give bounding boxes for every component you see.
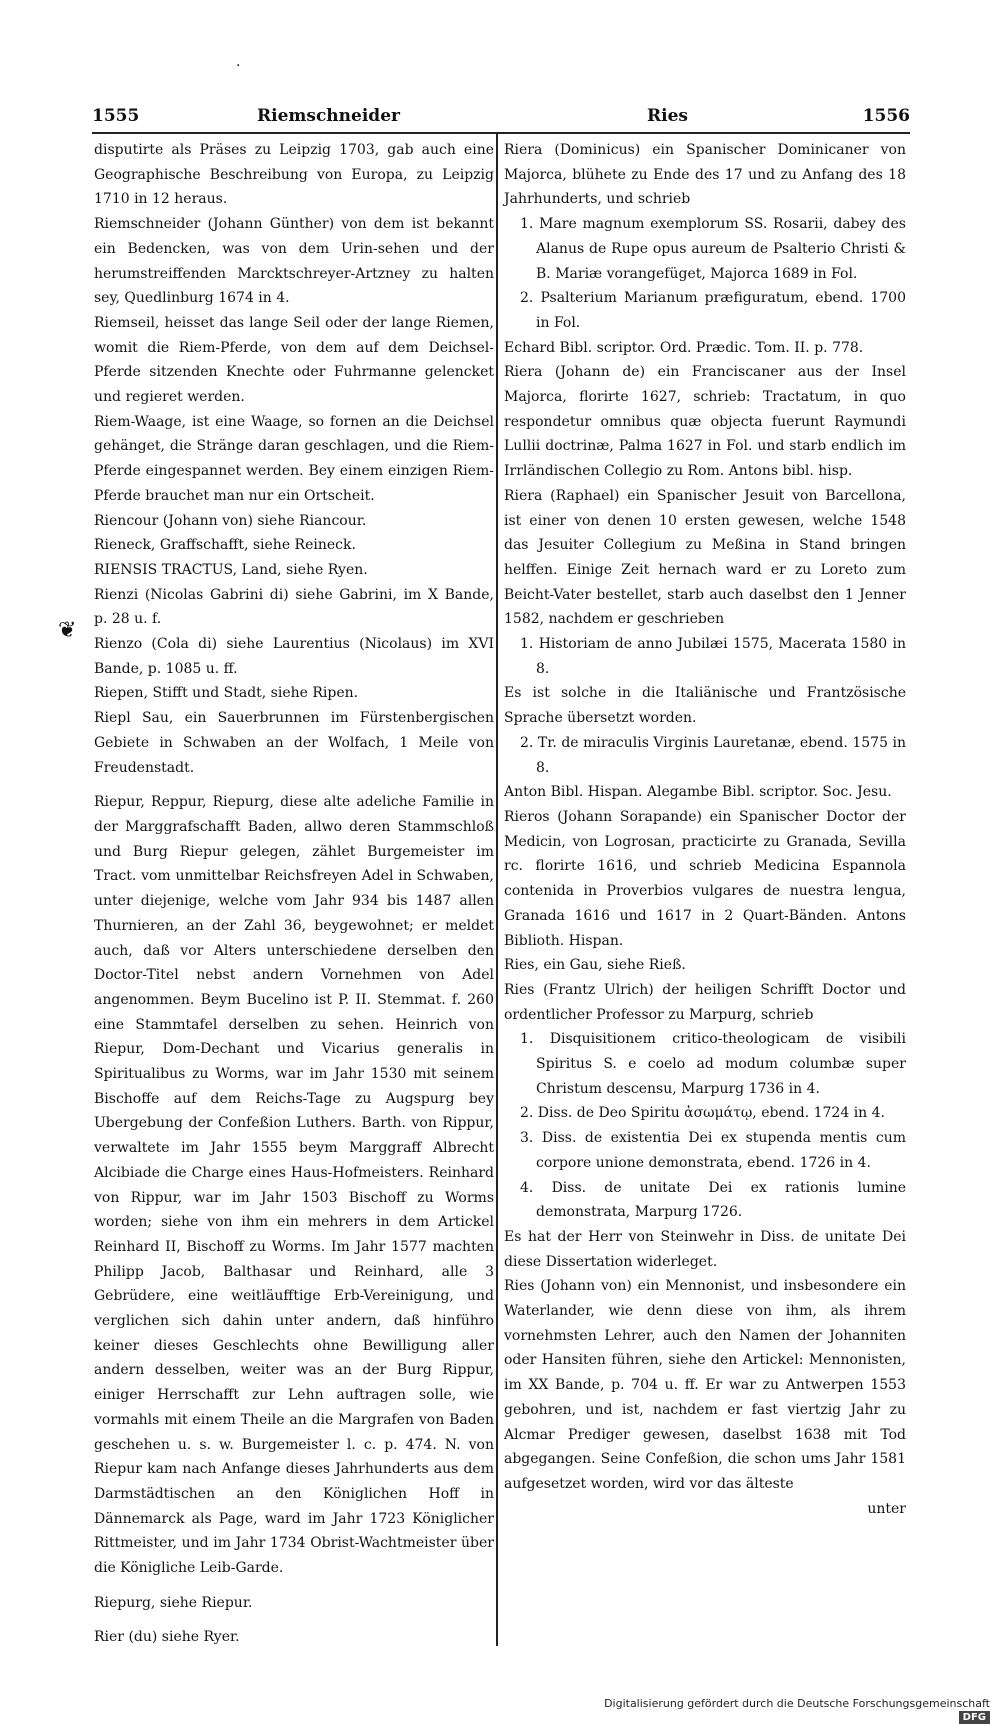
entry: Riem-Waage, ist eine Waage, so fornen an die Deichsel gehänget, die Stränge daran geschlagen, und die Riem-Pferde eingespannet werden. Bey einem einzigen Riem-Pferde brauchet man nur ein Ortscheit. [94, 413, 494, 504]
entry: Riepurg, siehe Riepur. [94, 1594, 253, 1611]
margin-mark-icon: ❦ [58, 618, 77, 643]
list-item: 1. Historiam de anno Jubilæi 1575, Macerata 1580 in 8. [520, 636, 906, 677]
entry: Riepen, Stifft und Stadt, siehe Ripen. [94, 685, 359, 702]
entry: RIENSIS TRACTUS, Land, siehe Ryen. [94, 561, 368, 578]
entry: Rienzo (Cola di) siehe Laurentius (Nicolaus) im XVI Bande, p. 1085 u. ff. [94, 636, 494, 677]
page-number-right: 1556 [862, 106, 910, 126]
list-item: 3. Diss. de existentia Dei ex stupenda mentis cum corpore unione demonstrata, ebend. 1726 in 4. [520, 1130, 906, 1171]
header-keyword-right: Ries [647, 106, 688, 126]
header-rule [92, 132, 910, 134]
entry: Rienzi (Nicolas Gabrini di) siehe Gabrini, im X Bande, p. 28 u. f. [94, 586, 494, 628]
left-column [94, 138, 494, 1650]
entry: Ries (Johann von) ein Mennonist, und insbesondere ein Waterlander, wie denn diese von ihm, als ihrem vornehmsten Lehrer, auch den Namen der Johanniten oder Hansiten führen, siehe den Artickel: Mennonisten, im XX Bande, p. 704 u. ff. Er war zu Antwerpen 1553 gebohren, und ist, nachdem er fast viertzig Jahr zu Alcmar Prediger gewesen, daselbst 1638 mit Tod abgegangen. Seine Confeßion, die schon ums Jahr 1581 aufgesetzet worden, wird vor das älteste [504, 1278, 906, 1492]
entry: disputirte als Präses zu Leipzig 1703, gab auch eine Geographische Beschreibung von Europa, zu Leipzig 1710 in 12 heraus. [94, 142, 494, 208]
ink-speck: · [236, 58, 241, 74]
citation: Anton Bibl. Hispan. Alegambe Bibl. scriptor. Soc. Jesu. [504, 784, 892, 801]
column-divider [496, 134, 498, 1646]
entry: Riera (Dominicus) ein Spanischer Dominicaner von Majorca, blühete zu Ende des 17 und zu Anfang des 18 Jahrhunderts, und schrieb [504, 142, 906, 208]
entry: Riemschneider (Johann Günther) von dem ist bekannt ein Bedencken, was von dem Urin-sehen und der herumstreiffenden Marcktschreyer-Artzney zu halten sey, Quedlinburg 1674 in 4. [94, 216, 494, 307]
entry: Ries, ein Gau, siehe Rieß. [504, 957, 686, 974]
running-header [92, 106, 910, 132]
entry: Rieneck, Graffschafft, siehe Reineck. [94, 537, 356, 554]
entry: Riencour (Johann von) siehe Riancour. [94, 512, 367, 529]
footer-attribution [590, 1697, 990, 1723]
entry: Riemseil, heisset das lange Seil oder der lange Riemen, womit die Riem-Pferde, von dem auf dem Deichsel-Pferde sitzenden Knechte oder Fuhrmanne gelencket und regieret werden. [94, 314, 494, 406]
entry: Riepur, Reppur, Riepurg, diese alte adeliche Familie in der Marggrafschafft Baden, allwo deren Stammschloß und Burg Riepur gelegen, zählet Burgemeister im Tract. vom unmittelbar Reichsfreyen Adel in Schwaben, unter diejenige, welche vom Jahr 934 bis 1487 allen Thurnieren, an der Zahl 36, beygewohnet; er meldet auch, daß vor Alters unterschiedene derselben den Doctor-Titel nebst andern Vornehmen von Adel angenommen. Beym Bucelino ist P. II. Stemmat. f. 260 eine Stammtafel derselben zu sehen. Heinrich von Riepur, Dom-Dechant und Vicarius generalis in Spiritualibus zu Worms, war im Jahr 1530 mit seinem Bischoffe auf dem Reichs-Tage zu Augspurg bey Ubergebung der Confeßion Luthers. Barth. von Rippur, verwaltete im Jahr 1555 beym Marggraff Albrecht Alcibiade die Charge eines Haus-Hofmeisters. Reinhard von Rippur, war im Jahr 1503 Bischoff zu Worms worden; siehe von ihm ein mehrers in dem Artickel Reinhard II, Bischoff zu Worms. Im Jahr 1577 machten Philipp Jacob, Balthasar und Reinhard, alle 3 Gebrüdere, eine weitläufftige Erb-Vereinigung, und verglichen sich dahin unter andern, daß hinführo keiner dieses Geschlechts ohne Bewilligung aller andern desselben, weiter was an der Burg Rippur, einiger Herrschafft zur Lehn auftragen solle, wie vormahls mit einem Theile an die Margrafen von Baden geschehen u. s. w. Burgemeister l. c. p. 474. N. von Riepur kam nach Anfange dieses Jahrhunderts aus dem Darmstädtischen an den Königlichen Hoff in Dännemarck als Page, ward im Jahr 1723 Königlicher Rittmeister, und im Jahr 1734 Obrist-Wachtmeister über die Königliche Leib-Garde. [94, 794, 494, 1577]
list-item: 2. Tr. de miraculis Virginis Lauretanæ, ebend. 1575 in 8. [520, 734, 906, 776]
right-column [504, 138, 906, 1521]
header-keyword-left: Riemschneider [257, 106, 400, 126]
page-number-left: 1555 [92, 106, 140, 126]
entry: Rieros (Johann Sorapande) ein Spanischer Doctor der Medicin, von Logrosan, practicirte zu Granada, Sevilla rc. florirte 1616, und schrieb Medicina Espannola contenida in Proverbios vulgares de nuestra lengua, Granada 1616 und 1617 in 2 Quart-Bänden. Antons Biblioth. Hispan. [504, 808, 906, 949]
entry: Riera (Johann de) ein Franciscaner aus der Insel Majorca, florirte 1627, schrieb: Tractatum, in quo respondetur omnibus quæ objecta fuerunt Raymundi Lullii doctrinæ, Palma 1627 in Fol. und starb endlich im Irrländischen Collegio zu Rom. Antons bibl. hisp. [504, 364, 906, 480]
entry: Riera (Raphael) ein Spanischer Jesuit von Barcellona, ist einer von denen 10 ersten gewesen, welche 1548 das Jesuiter Collegium zu Meßina in Stand bringen helffen. Einige Zeit hernach ward er zu Loreto zum Beicht-Vater bestellet, starb auch daselbst den 1 Jenner 1582, nachdem er geschrieben [504, 487, 906, 628]
citation: Echard Bibl. scriptor. Ord. Prædic. Tom. II. p. 778. [504, 339, 864, 356]
list-item: 1. Disquisitionem critico-theologicam de visibili Spiritus S. e coelo ad modum columbæ super Christum descensu, Marpurg 1736 in 4. [520, 1031, 906, 1097]
catchword: unter [867, 1500, 906, 1517]
entry: Es hat der Herr von Steinwehr in Diss. de unitate Dei diese Dissertation widerleget. [504, 1228, 906, 1270]
list-item: 2. Psalterium Marianum præfiguratum, ebend. 1700 in Fol. [520, 290, 906, 331]
list-item: 1. Mare magnum exemplorum SS. Rosarii, dabey des Alanus de Rupe opus aureum de Psalterio Christi & B. Mariæ vorangefüget, Majorca 1689 in Fol. [520, 216, 906, 282]
list-item: 4. Diss. de unitate Dei ex rationis lumine demonstrata, Marpurg 1726. [520, 1179, 906, 1221]
footer-text: Digitalisierung gefördert durch die Deutsche Forschungsgemeinschaft [604, 1697, 990, 1710]
entry: Es ist solche in die Italiänische und Frantzösische Sprache übersetzt worden. [504, 685, 906, 727]
list-item: 2. Diss. de Deo Spiritu ἀσωμάτῳ, ebend. 1724 in 4. [520, 1105, 885, 1122]
entry: Riepl Sau, ein Sauerbrunnen im Fürstenbergischen Gebiete in Schwaben an der Wolfach, 1 Meile von Freudenstadt. [94, 710, 494, 776]
entry: Rier (du) siehe Ryer. [94, 1629, 240, 1646]
entry: Ries (Frantz Ulrich) der heiligen Schrifft Doctor und ordentlicher Professor zu Marpurg, schrieb [504, 981, 906, 1023]
dfg-logo-icon: DFG [959, 1711, 990, 1724]
